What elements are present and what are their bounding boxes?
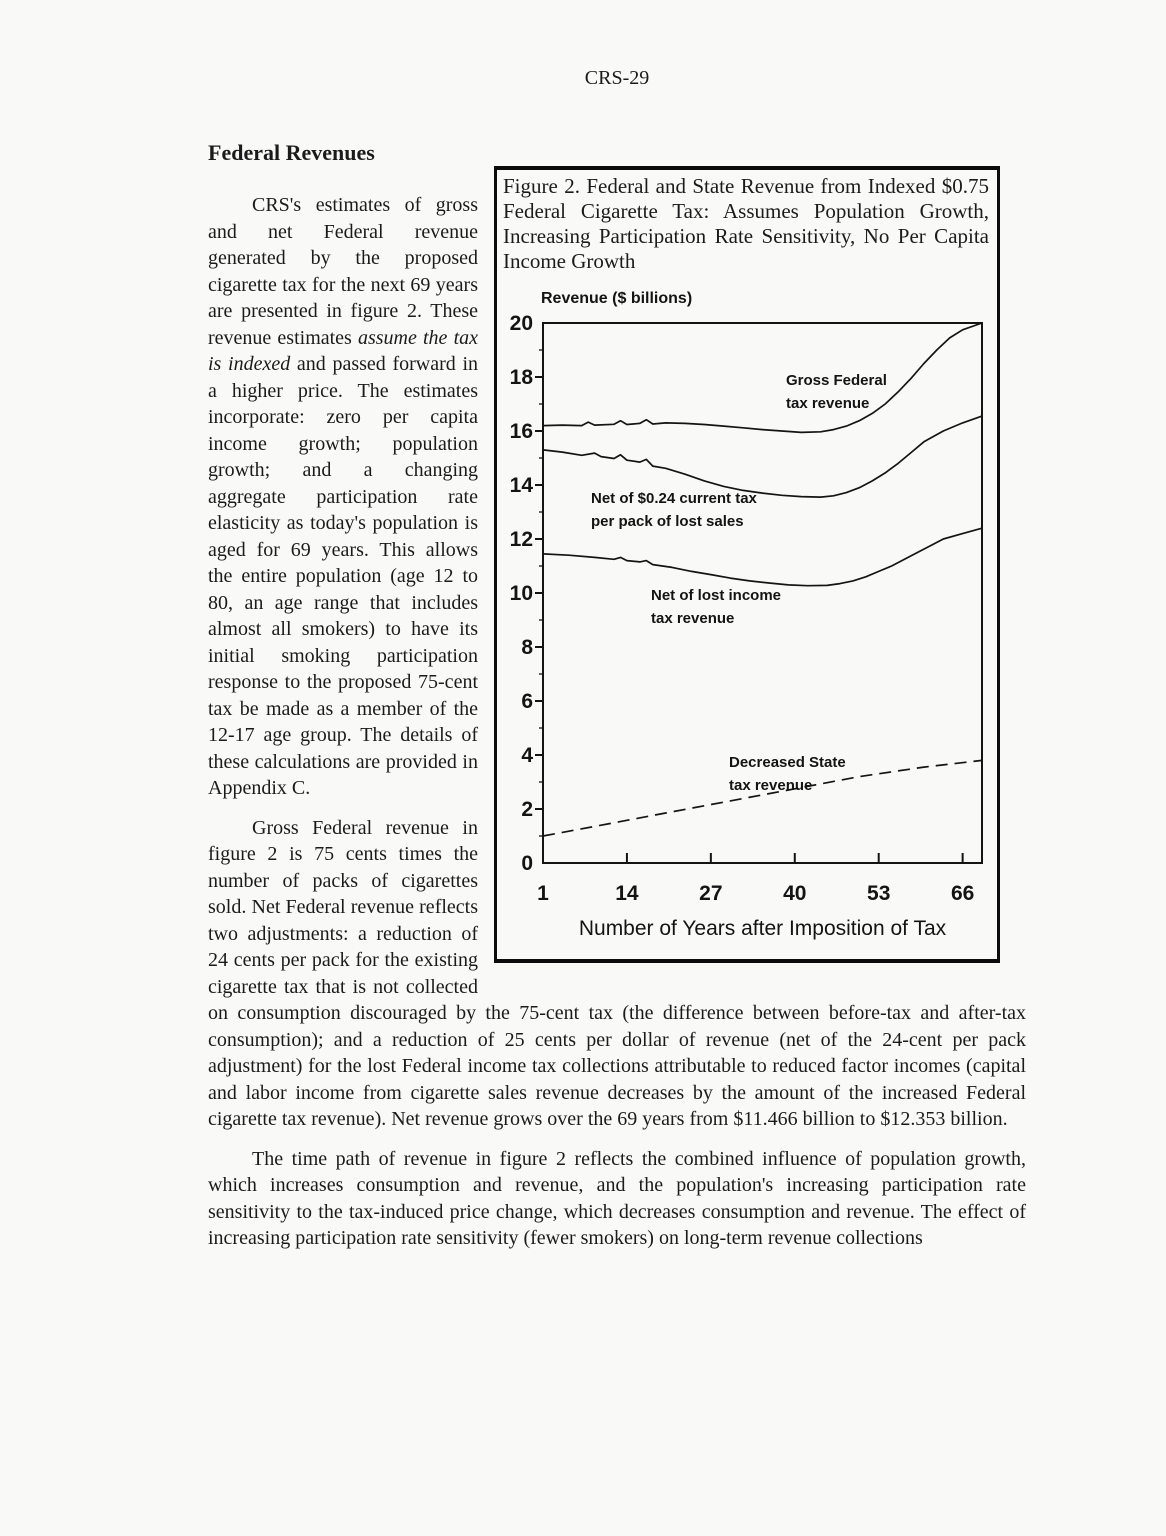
chart-annotation-1-line2: per pack of lost sales <box>591 513 744 530</box>
chart-x-tick-label: 40 <box>783 882 807 905</box>
series-line-3 <box>543 760 982 836</box>
chart-y-tick-label: 20 <box>509 312 533 335</box>
chart-y-tick-label: 0 <box>521 852 533 875</box>
section-heading: Federal Revenues <box>208 140 375 165</box>
figure-caption: Figure 2. Federal and State Revenue from Indexed $0.75 Federal Cigarette Tax: Assumes Population Growth, Increasing Participation Rate Sensitivity, No Per Capita Income Growth <box>503 174 989 273</box>
chart-y-tick-label: 16 <box>509 420 533 443</box>
chart-annotation-2-line2: tax revenue <box>651 610 735 627</box>
chart-y-tick-label: 14 <box>509 474 533 497</box>
chart-annotation-0-line1: Gross Federal <box>786 372 887 389</box>
page-header: CRS-29 <box>584 67 650 89</box>
paragraph-1-italic-phrase: assume the tax is indexed <box>208 326 478 375</box>
series-line-0 <box>543 323 982 432</box>
chart-annotation-3-line1: Decreased State <box>729 754 846 771</box>
chart-y-tick-label: 12 <box>509 528 533 551</box>
chart-y-tick-label: 10 <box>509 582 533 605</box>
chart-y-tick-label: 4 <box>521 744 533 767</box>
chart-x-tick-label: 66 <box>950 882 975 905</box>
paragraph-1-text-cont: and passed forward in a higher price. The estimates incorporate: zero per capita income growth; population growth; and a changing aggregate participation rate elasticity as today's population is aged for 69 years. This allows the entire population (age 12 to 80, an age range that includes almost all smokers) to have its initial smoking participation response to the proposed 75-cent tax be made as a member of the 12-17 age group. The details of these calculations are provided in Appendix C. <box>208 353 478 799</box>
chart-y-tick-label: 18 <box>509 366 533 389</box>
figure-2-chart <box>497 170 997 959</box>
chart-x-tick-label: 53 <box>867 882 891 905</box>
chart-annotation-0-line2: tax revenue <box>786 395 870 412</box>
paragraph-2: Gross Federal revenue in figure 2 is 75 cents times the number of packs of cigarettes sold. Net Federal revenue reflects two adjustments: a reduction of 24 cents per pack for the existing cigarette tax that is not collected on consumption discouraged by the 75-cent tax (the difference between before-tax and after-tax consumption); and a reduction of 25 cents per dollar of revenue (net of the 24-cent per pack adjustment) for the lost Federal income tax collections attributable to reduced factor incomes (capital and labor income from cigarette sales revenue decreases by the amount of the increased Federal cigarette tax revenue). Net revenue grows over the 69 years from $11.466 billion to $12.353 billion. <box>208 816 1026 1130</box>
chart-y-tick-label: 6 <box>521 690 533 713</box>
series-line-1 <box>543 416 982 497</box>
chart-x-axis-title: Number of Years after Imposition of Tax <box>578 917 947 940</box>
chart-y-axis-title: Revenue ($ billions) <box>541 290 693 307</box>
paragraph-1-text: CRS's estimates of gross and net Federal revenue generated by the proposed cigarette tax for the next 69 years are presented in figure 2. These revenue estimates <box>208 194 478 349</box>
chart-x-tick-label: 27 <box>699 882 723 905</box>
chart-x-tick-label: 14 <box>615 882 639 905</box>
chart-y-tick-label: 2 <box>521 798 533 821</box>
chart-x-tick-label: 1 <box>537 882 549 905</box>
figure-2 <box>494 166 1000 963</box>
chart-y-tick-label: 8 <box>521 636 533 659</box>
paragraph-3: The time path of revenue in figure 2 reflects the combined influence of population growth, which increases consumption and revenue, and the population's increasing participation rate sensitivity to the tax-induced price change, which decreases consumption and revenue. The effect of increasing participation rate sensitivity (fewer smokers) on long-term revenue collections <box>208 1147 1026 1249</box>
chart-annotation-1-line1: Net of $0.24 current tax <box>591 490 757 507</box>
page-content <box>208 66 1026 1252</box>
chart-annotation-2-line1: Net of lost income <box>651 587 782 604</box>
series-line-2 <box>543 528 982 586</box>
chart-annotation-3-line2: tax revenue <box>729 777 813 794</box>
